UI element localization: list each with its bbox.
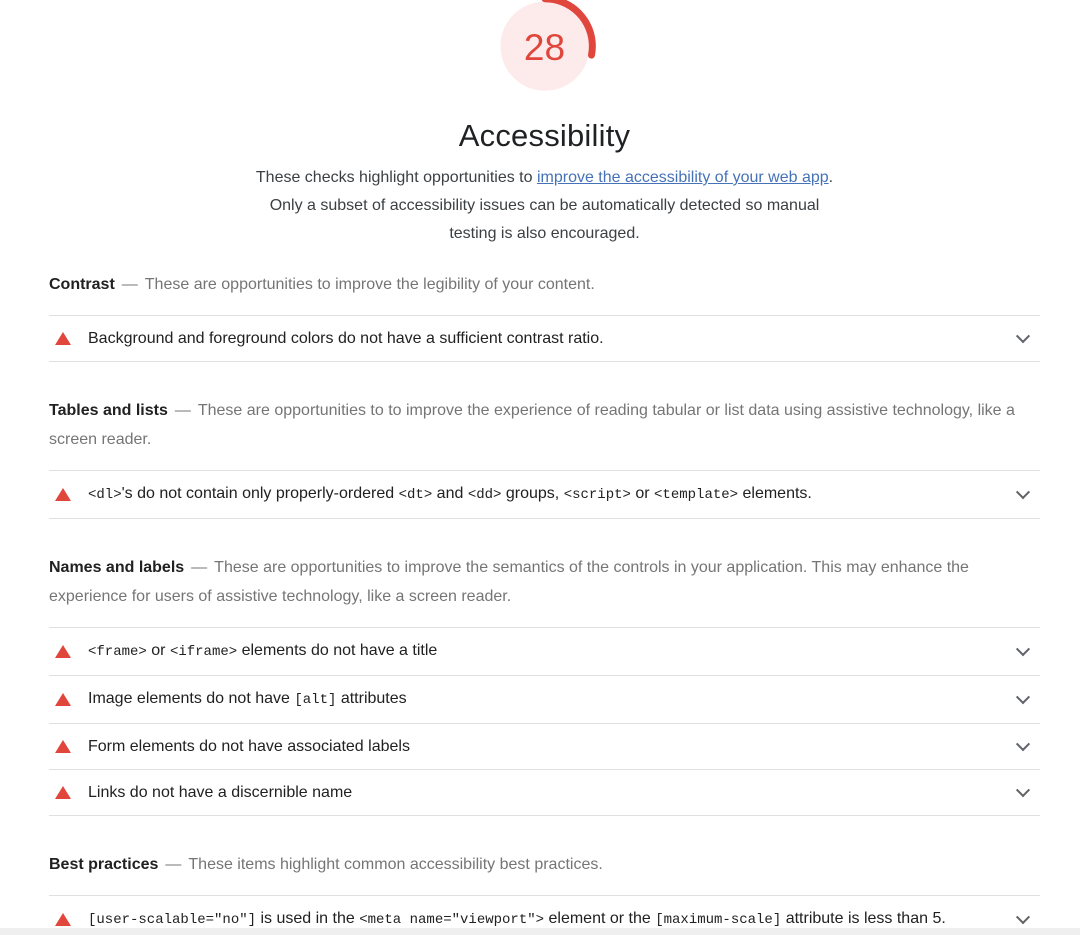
audit-title-text: Links do not have a discernible name: [88, 784, 353, 801]
audit-title-code: <template>: [654, 487, 739, 503]
chevron-down-icon[interactable]: [1016, 485, 1030, 499]
audit-row[interactable]: [49, 769, 1040, 816]
audit-title-code: <dt>: [398, 487, 433, 503]
accessibility-report: [49, 0, 1040, 935]
warning-triangle-icon: [55, 693, 71, 706]
description-text-pre: These checks highlight opportunities to: [255, 169, 537, 186]
audit-row[interactable]: [49, 627, 1040, 675]
warning-triangle-icon: [55, 488, 71, 501]
audit-title-code: <script>: [563, 487, 631, 503]
section-dash: —: [121, 276, 138, 293]
audit-title-code: <frame>: [88, 644, 147, 660]
warning-triangle-icon: [55, 913, 71, 926]
audit-title-text: Background and foreground colors do not have a sufficient contrast ratio.: [88, 330, 604, 347]
audit-title: [88, 732, 1002, 761]
audit-row[interactable]: [49, 675, 1040, 723]
audit-title-code: <meta name="viewport">: [359, 912, 545, 928]
audit-title: [88, 324, 1002, 353]
section-description: These are opportunities to improve the semantics of the controls in your application. This may enhance the experience for users of assistive technology, like a screen reader.: [49, 559, 969, 605]
section-heading: [49, 850, 1040, 879]
gauge-score-value: 28: [523, 27, 566, 68]
section-description: These are opportunities to improve the legibility of your content.: [144, 276, 595, 293]
audit-row[interactable]: [49, 315, 1040, 362]
section-dash: —: [165, 856, 182, 873]
section-heading: [49, 396, 1040, 454]
score-gauge[interactable]: [489, 0, 601, 100]
section-title: Tables and lists: [49, 402, 168, 419]
description-text-post: . Only a subset of accessibility issues can be automatically detected so manual testing is also encouraged.: [269, 169, 834, 242]
chevron-down-icon[interactable]: [1016, 690, 1030, 704]
audit-title-code: [maximum-scale]: [655, 912, 782, 928]
audit-title-code: [alt]: [294, 692, 337, 708]
audit-section: [49, 396, 1040, 519]
section-description: These are opportunities to to improve the experience of reading tabular or list data using assistive technology, like a screen reader.: [49, 402, 1015, 448]
warning-triangle-icon: [55, 740, 71, 753]
audit-list: [49, 470, 1040, 519]
audit-list: [49, 627, 1040, 816]
audit-title-text: Form elements do not have associated labels: [88, 738, 410, 755]
audit-title-text: elements do not have a title: [237, 642, 438, 659]
section-dash: —: [191, 559, 208, 576]
audit-section: [49, 553, 1040, 816]
audit-title-text: is used in the: [256, 910, 360, 927]
warning-triangle-icon: [55, 332, 71, 345]
warning-triangle-icon: [55, 786, 71, 799]
chevron-down-icon[interactable]: [1016, 329, 1030, 343]
audit-row[interactable]: [49, 723, 1040, 769]
section-title: Best practices: [49, 856, 159, 873]
audit-title-text: groups,: [501, 485, 564, 502]
section-description: These items highlight common accessibility best practices.: [188, 856, 603, 873]
score-gauge-wrap: [49, 0, 1040, 100]
section-dash: —: [174, 402, 191, 419]
audit-title-text: attributes: [336, 690, 407, 707]
audit-title: [88, 684, 1002, 715]
category-description: [256, 164, 834, 248]
audit-title: [88, 778, 1002, 807]
audit-title-text: elements.: [738, 485, 812, 502]
bottom-page-edge: [0, 928, 1080, 935]
audit-title-text: and: [432, 485, 468, 502]
audit-title-text: or: [630, 485, 655, 502]
audit-title-text: Image elements do not have: [88, 690, 295, 707]
audit-title: [88, 636, 1002, 667]
chevron-down-icon[interactable]: [1016, 737, 1030, 751]
audit-title-code: <dd>: [467, 487, 502, 503]
chevron-down-icon[interactable]: [1016, 783, 1030, 797]
chevron-down-icon[interactable]: [1016, 642, 1030, 656]
section-heading: [49, 270, 1040, 299]
audit-title-code: <iframe>: [169, 644, 238, 660]
section-title: Names and labels: [49, 559, 185, 576]
audit-list: [49, 315, 1040, 362]
audit-row[interactable]: [49, 470, 1040, 519]
section-title: Contrast: [49, 276, 115, 293]
audit-title-text: element or the: [544, 910, 656, 927]
audit-section: [49, 270, 1040, 362]
warning-triangle-icon: [55, 645, 71, 658]
audit-title-text: 's do not contain only properly-ordered: [121, 485, 399, 502]
page-title: Accessibility: [458, 118, 631, 153]
chevron-down-icon[interactable]: [1016, 910, 1030, 924]
section-heading: [49, 553, 1040, 611]
audit-title: [88, 479, 1002, 510]
audit-title-code: [user-scalable="no"]: [88, 912, 257, 928]
audit-title-text: attribute is less than 5.: [781, 910, 946, 927]
audit-sections: [49, 270, 1040, 935]
audit-title-code: <dl>: [88, 487, 122, 503]
audit-section: [49, 850, 1040, 935]
improve-accessibility-link[interactable]: improve the accessibility of your web app: [536, 169, 829, 186]
audit-title-text: or: [146, 642, 170, 659]
